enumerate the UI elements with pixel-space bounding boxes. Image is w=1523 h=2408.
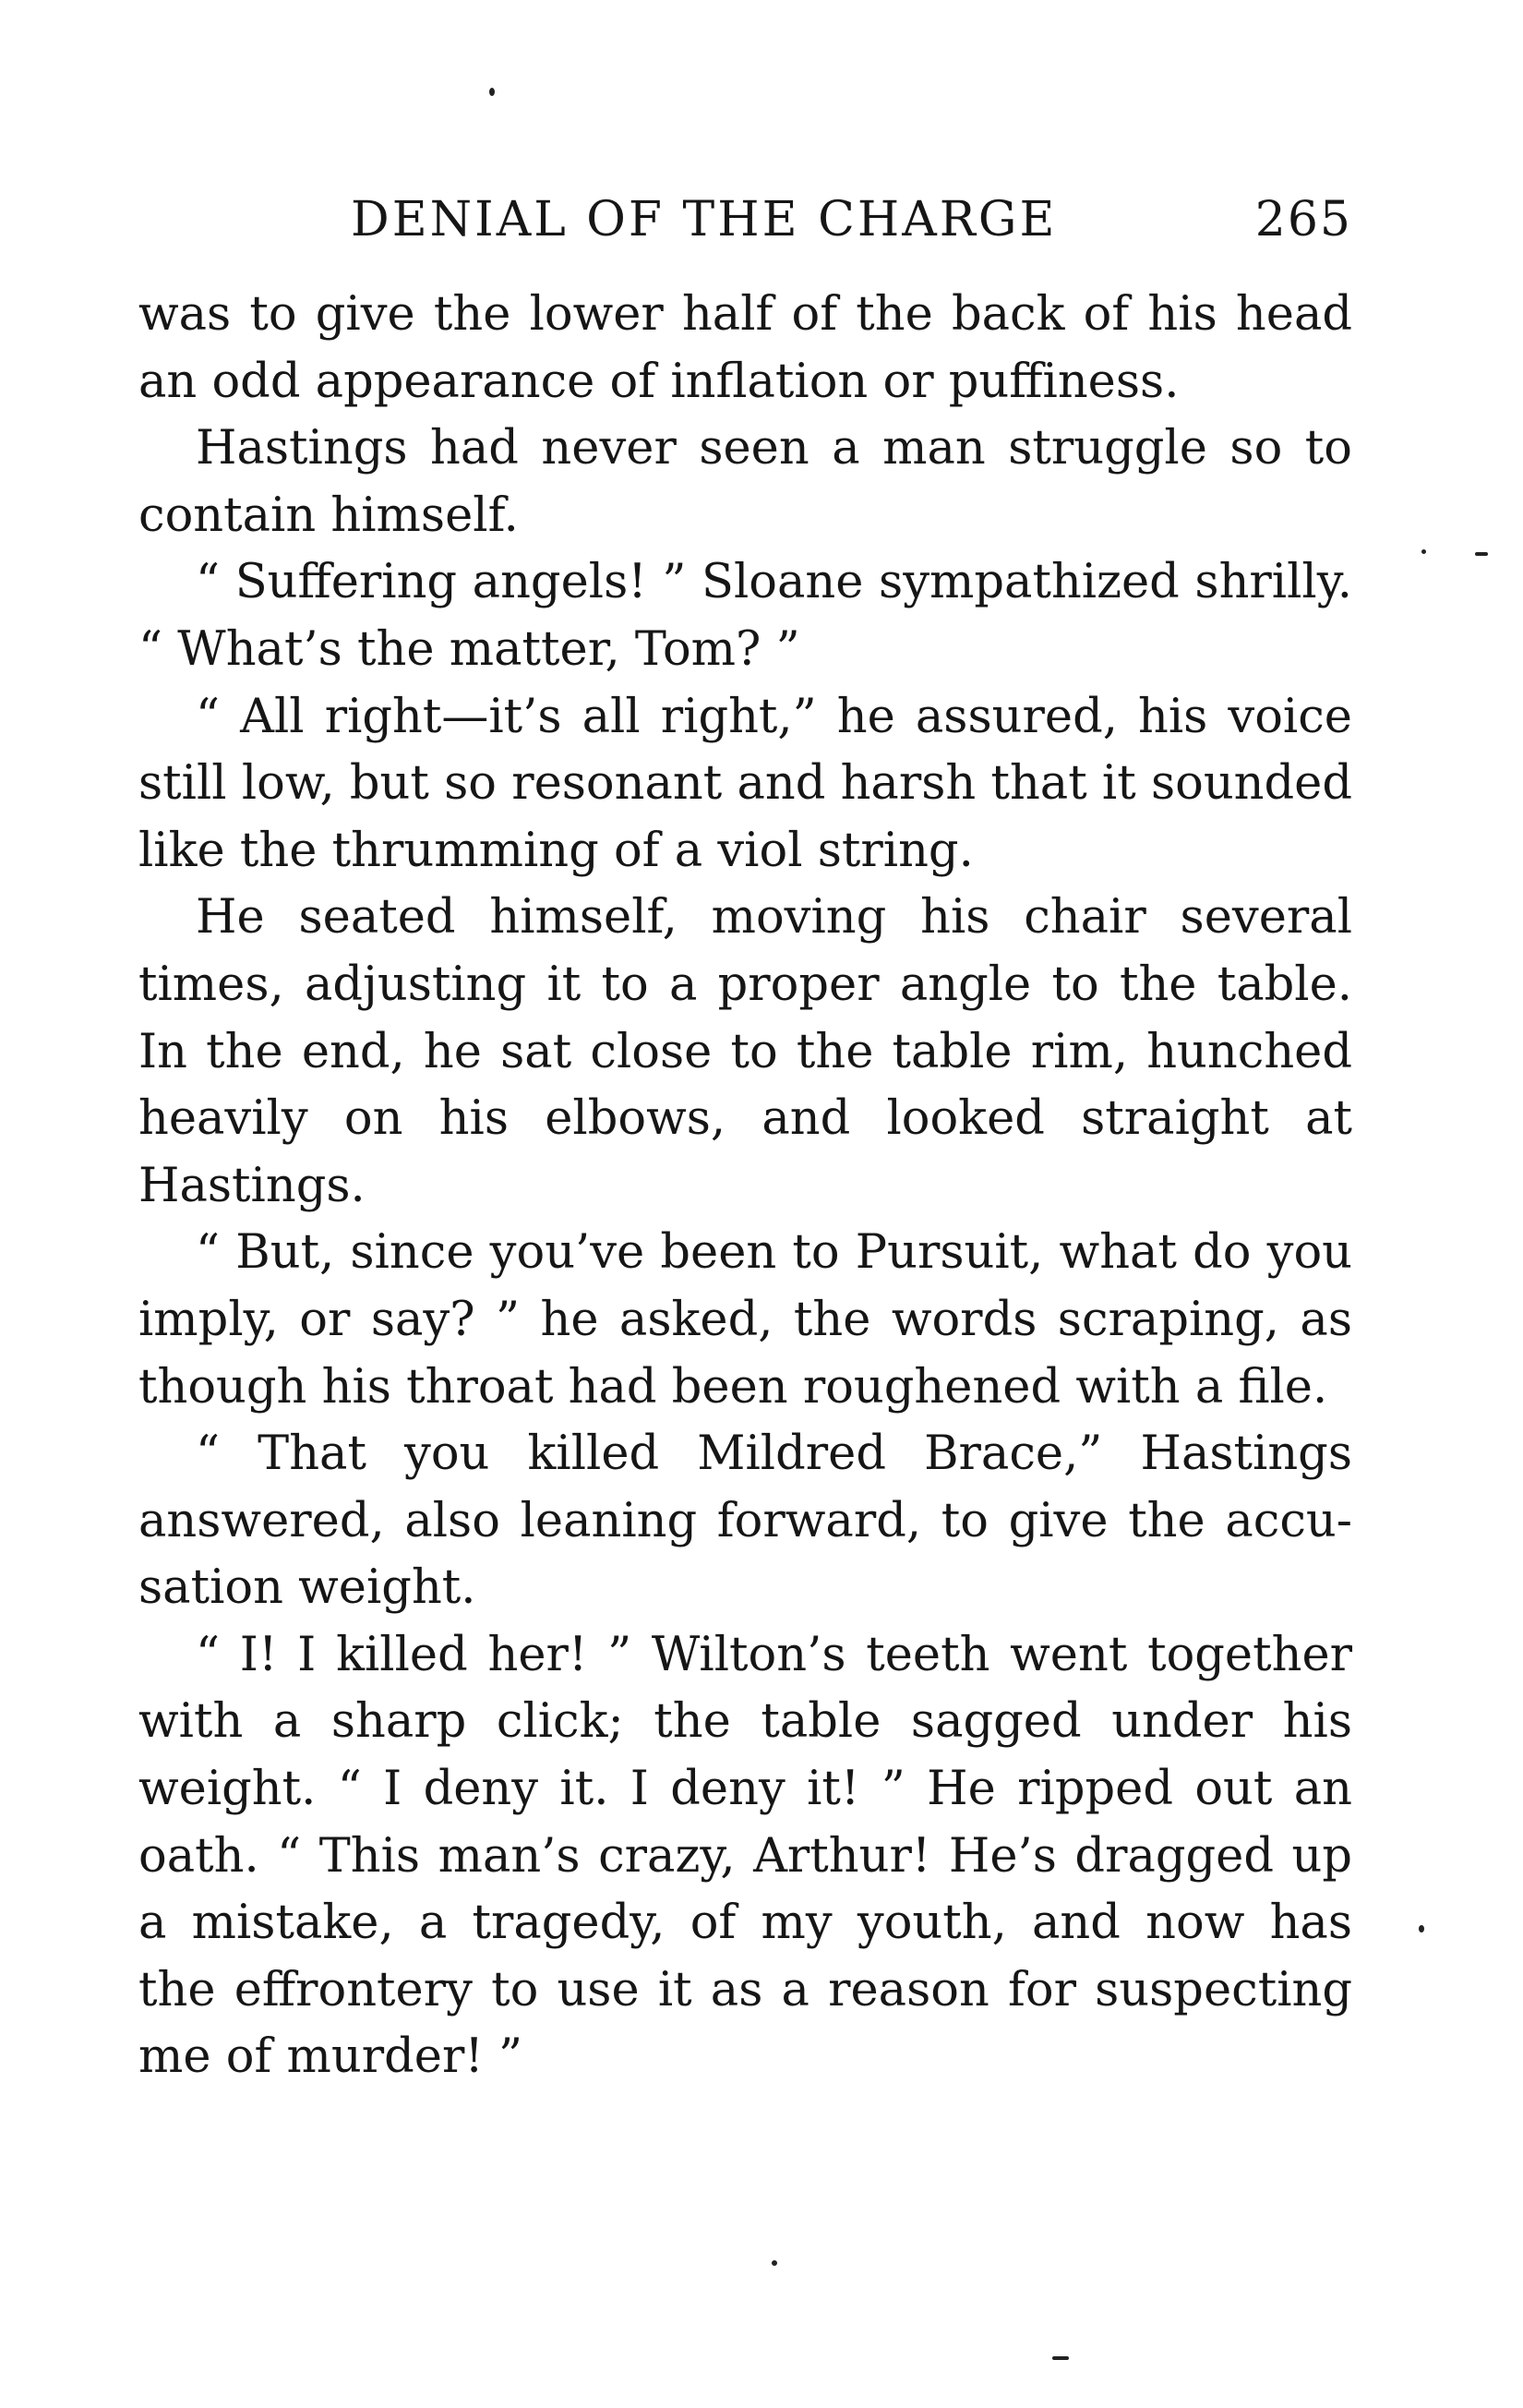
paragraph-accusation: “ That you killed Mildred Brace,” Hastings answered, also leaning forward, to give the accusation weight. (138, 1427, 1352, 1616)
paragraph-pursuit: “ But, since you’ve been to Pursuit, what do you imply, or say? ” he asked, the words scraping, as though his throat had been roughened with a file. (138, 1225, 1352, 1415)
page-number: 265 (1254, 192, 1352, 247)
page-header (138, 183, 1352, 257)
paragraph-sloane: “ Suffering angels! ” Sloane sympathized shrilly. “ What’s the matter, Tom? ” (138, 555, 1352, 677)
paragraph-struggle: Hastings had never seen a man struggle so to contain himself. (138, 421, 1352, 543)
scan-speck (772, 2260, 777, 2266)
scan-speck (489, 88, 495, 96)
scan-speck (1421, 549, 1426, 554)
paragraph-all-right: “ All right—it’s all right,” he assured, his voice still low, but so resonant and harsh that it sounded like the thrumming of a viol string. (138, 689, 1352, 878)
scan-speck (1052, 2356, 1069, 2360)
running-title: DENIAL OF THE CHARGE (351, 192, 1058, 247)
scan-speck (1419, 1925, 1424, 1932)
paragraph-continuation: was to give the lower half of the back of his head an odd appearance of inflation or puffiness. (138, 287, 1352, 409)
body-text (138, 282, 1352, 2091)
paragraph-seated: He seated himself, moving his chair several times, adjusting it to a proper angle to the table. In the end, he sat close to the table rim, hunched heavily on his elbows, and looked straight at Hastings. (138, 890, 1352, 1213)
paragraph-denial: “ I! I killed her! ” Wilton’s teeth went together with a sharp click; the table sagged under his weight. “ I deny it. I deny it! ” He ripped out an oath. “ This man’s crazy, Arthur! He’s dragged up a mistake, a tragedy, of my youth, and now has the effrontery to use it as a reason for suspecting me of murder! ” (138, 1627, 1352, 2085)
scan-speck (1475, 552, 1488, 556)
